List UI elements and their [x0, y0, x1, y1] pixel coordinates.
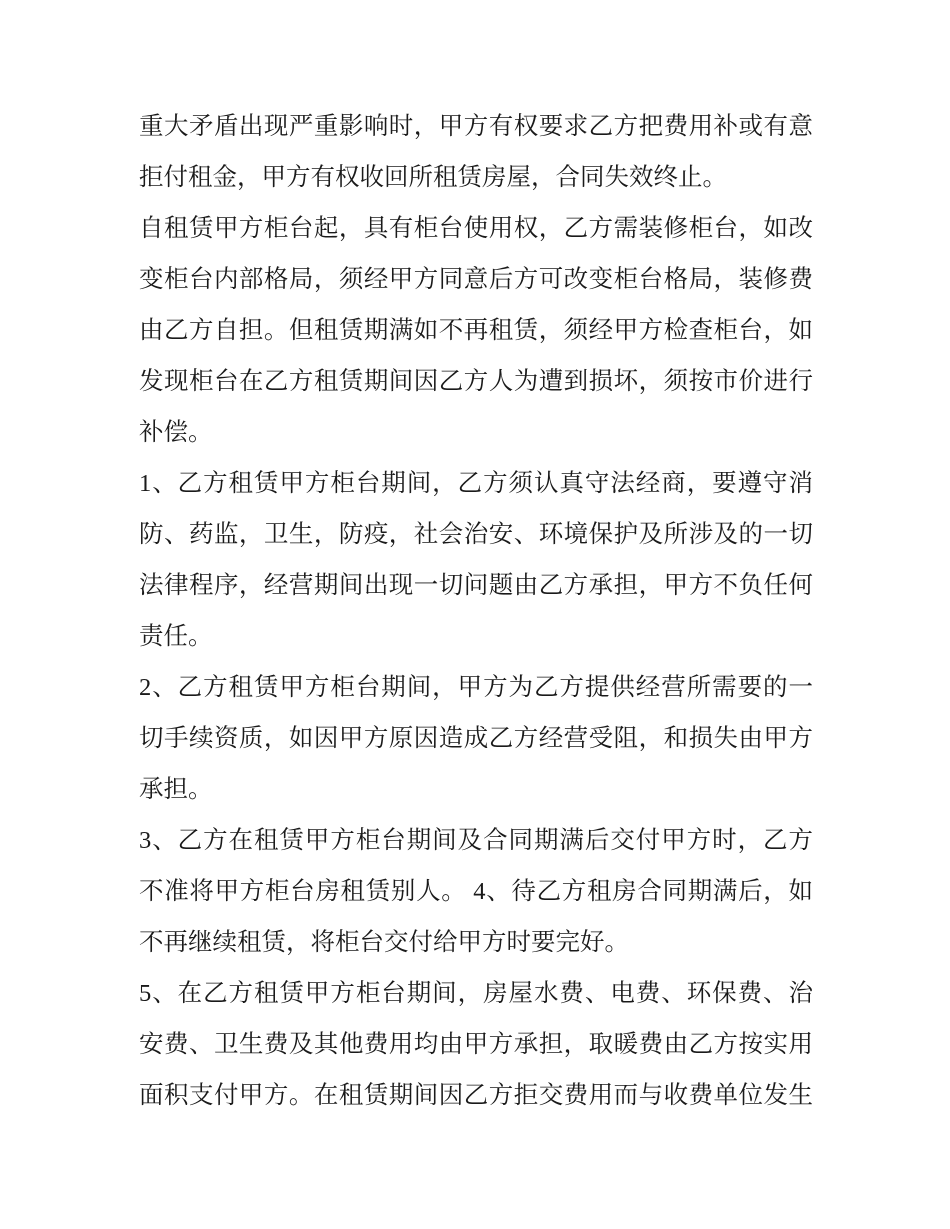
text-line: 重大矛盾出现严重影响时，甲方有权要求乙方把费用补或有意 [139, 113, 813, 140]
text-line: 法律程序，经营期间出现一切问题由乙方承担，甲方不负任何 [139, 572, 813, 599]
text-line: 切手续资质，如因甲方原因造成乙方经营受阻，和损失由甲方 [139, 725, 813, 752]
text-line: 发现柜台在乙方租赁期间因乙方人为遭到损坏，须按市价进行 [139, 368, 813, 395]
text-line: 防、药监，卫生，防疫，社会治安、环境保护及所涉及的一切 [139, 521, 813, 548]
text-line: 不准将甲方柜台房租赁别人。 4、待乙方租房合同期满后，如 [139, 878, 813, 905]
text-line: 面积支付甲方。在租赁期间因乙方拒交费用而与收费单位发生 [139, 1082, 813, 1109]
text-line: 5、在乙方租赁甲方柜台期间，房屋水费、电费、环保费、治 [139, 980, 813, 1007]
text-line: 由乙方自担。但租赁期满如不再租赁，须经甲方检查柜台，如 [139, 317, 813, 344]
text-line: 变柜台内部格局，须经甲方同意后方可改变柜台格局，装修费 [139, 266, 813, 293]
text-line: 2、乙方租赁甲方柜台期间，甲方为乙方提供经营所需要的一 [139, 674, 813, 701]
text-line: 自租赁甲方柜台起，具有柜台使用权，乙方需装修柜台，如改 [139, 215, 813, 242]
text-line: 3、乙方在租赁甲方柜台期间及合同期满后交付甲方时，乙方 [139, 827, 813, 854]
text-line: 责任。 [139, 623, 213, 650]
text-line: 补偿。 [139, 419, 213, 446]
text-line: 安费、卫生费及其他费用均由甲方承担，取暖费由乙方按实用 [139, 1031, 813, 1058]
contract-text-block [139, 101, 813, 1121]
text-line: 1、乙方租赁甲方柜台期间，乙方须认真守法经商，要遵守消 [139, 470, 813, 497]
text-line: 承担。 [139, 776, 213, 803]
text-line: 不再继续租赁，将柜台交付给甲方时要完好。 [139, 929, 629, 956]
text-line: 拒付租金，甲方有权收回所租赁房屋，合同失效终止。 [139, 164, 727, 191]
